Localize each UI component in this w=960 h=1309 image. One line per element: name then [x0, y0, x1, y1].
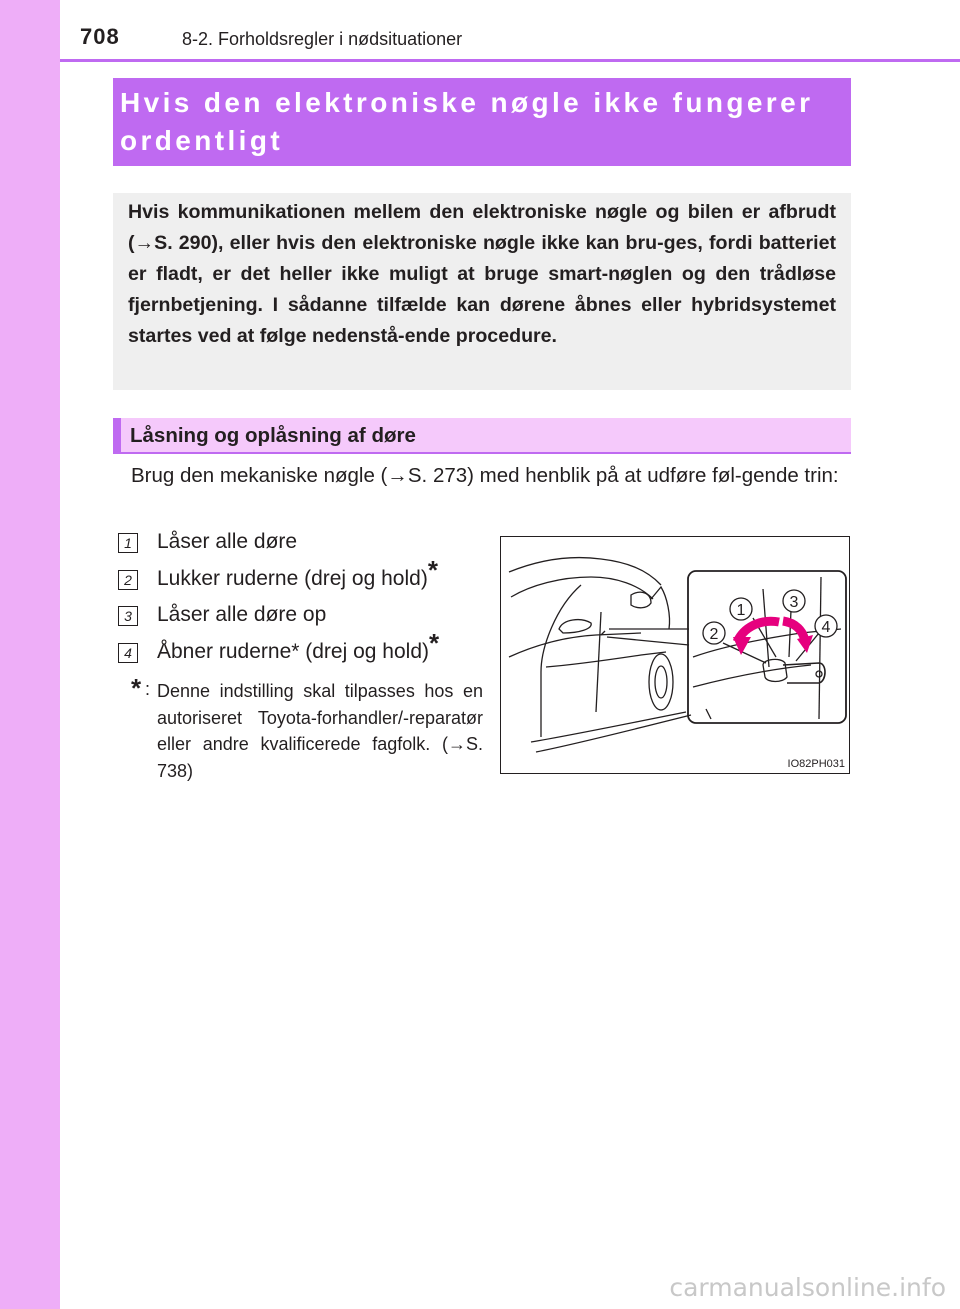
footnote-asterisk: *	[131, 673, 142, 703]
subsection-title: Låsning og oplåsning af døre	[130, 424, 416, 447]
footnote-colon: :	[145, 679, 151, 699]
step-label	[157, 603, 326, 627]
page-title: Hvis den elektroniske nøgle ikke fungerer ordentligt	[120, 87, 814, 156]
step-lead-text: Brug den mekaniske nøgle (→S. 273) med henblik på at udføre føl-gende trin:	[131, 464, 839, 487]
callout-label: 4	[821, 619, 831, 636]
subsection-header	[113, 418, 851, 454]
watermark-logo: carmanualsonline.info	[669, 1273, 946, 1302]
title-box	[113, 78, 851, 166]
footnote-text: Denne indstilling skal tilpasses hos en autoriseret Toyota-forhandler/-reparatør eller andre kvalificerede fagfolk. (→S. 738)	[157, 681, 483, 781]
side-strip	[0, 0, 60, 1309]
step-number: 2	[118, 570, 138, 590]
step-number: 4	[118, 643, 138, 663]
asterisk-mark: *	[429, 627, 440, 658]
intro-box	[113, 193, 851, 390]
step-text: Lukker ruderne (drej og hold)	[157, 566, 428, 590]
callout-label: 2	[709, 626, 719, 643]
section-reference: 8-2. Forholdsregler i nødsituationer	[182, 29, 463, 49]
step-label	[157, 554, 438, 591]
intro-text: Hvis kommunikationen mellem den elektroniske nøgle og bilen er afbrudt (→S. 290), eller hvis den elektroniske nøgle ikke kan bru-ges, fordi batteriet er fladt, er det heller ikke muligt at bruge smart-nøglen og den trådløse fjernbetjening. I sådanne tilfælde kan dørene åbnes eller hybridsystemet startes ved at følge nedenstå-ende procedure.	[128, 201, 836, 347]
step-text: Låser alle døre op	[157, 603, 327, 626]
footnote	[131, 675, 483, 784]
step-number: 1	[118, 533, 138, 553]
step-text: Åbner ruderne* (drej og hold)	[157, 639, 429, 663]
step-label	[157, 530, 297, 554]
key-illustration	[500, 536, 850, 774]
page-number: 708	[80, 24, 120, 49]
header-rule	[60, 59, 960, 62]
callout-label: 3	[789, 594, 799, 611]
step-label	[157, 627, 440, 664]
callout-label: 1	[736, 602, 746, 619]
step-text: Låser alle døre	[157, 530, 298, 553]
car-door-illustration	[501, 537, 849, 773]
asterisk-mark: *	[427, 554, 438, 585]
figure-code: IO82PH031	[787, 758, 845, 770]
step-number: 3	[118, 606, 138, 626]
